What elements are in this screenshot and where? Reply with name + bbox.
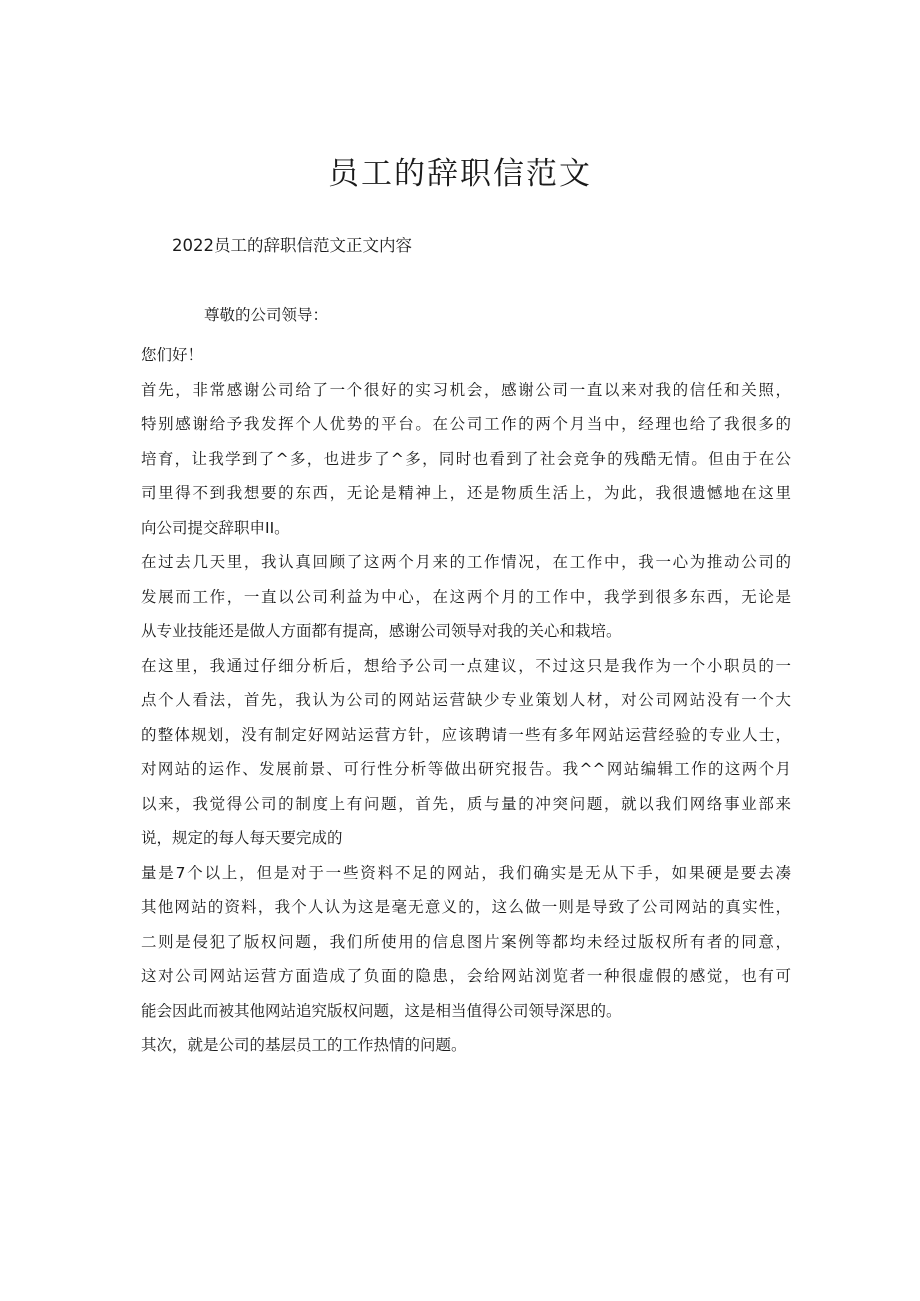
body-line: 发展而工作，一直以公司利益为中心，在这两个月的工作中，我学到很多东西，无论是: [141, 587, 791, 606]
body-line: 司里得不到我想要的东西，无论是精神上，还是物质生活上，为此，我很遗憾地在这里: [141, 484, 791, 502]
body-line: 的整体规划，没有制定好网站运营方针，应该聘请一些有多年网站运营经验的专业人士，: [141, 725, 791, 744]
document-title: 员工的辞职信范文: [328, 156, 592, 192]
body-line: 在过去几天里，我认真回顾了这两个月来的工作情况，在工作中，我一心为推动公司的: [141, 553, 791, 571]
body-line: 向公司提交辞职申II。: [141, 518, 290, 537]
body-line: 点个人看法，首先，我认为公司的网站运营缺少专业策划人材，对公司网站没有一个大: [141, 691, 791, 709]
body-line: 您们好！: [141, 346, 204, 364]
body-line: 能会因此而被其他网站追究版权问题，这是相当值得公司领导深思的。: [141, 1001, 622, 1020]
body-line: 量是7个以上，但是对于一些资料不足的网站，我们确实是无从下手，如果硬是要去凑: [141, 863, 791, 882]
body-line: 二则是侵犯了版权问题，我们所使用的信息图片案例等都均未经过版权所有者的同意，: [141, 932, 791, 951]
body-line: 其他网站的资料，我个人认为这是毫无意义的，这么做一则是导致了公司网站的真实性，: [141, 898, 791, 916]
body-line: 首先，非常感谢公司给了一个很好的实习机会，感谢公司一直以来对我的信任和关照，: [141, 380, 791, 399]
letter-body: [141, 338, 791, 1063]
body-line: 特别感谢给予我发挥个人优势的平台。在公司工作的两个月当中，经理也给了我很多的: [141, 415, 791, 433]
document-subtitle: 2022员工的辞职信范文正文内容: [172, 236, 412, 255]
body-line: 以来，我觉得公司的制度上有问题，首先，质与量的冲突问题，就以我们网络事业部来: [141, 794, 791, 813]
body-line: 说，规定的每人每天要完成的: [141, 829, 343, 847]
body-line: 在这里，我通过仔细分析后，想给予公司一点建议，不过这只是我作为一个小职员的一: [141, 656, 791, 675]
body-line: 对网站的运作、发展前景、可行性分析等做出研究报告。我^^网站编辑工作的这两个月: [141, 760, 791, 778]
body-line: 培育，让我学到了^多，也进步了^多，同时也看到了社会竞争的残酷无情。但由于在公: [141, 449, 791, 468]
body-line: 其次，就是公司的基层员工的工作热情的问题。: [141, 1036, 467, 1054]
body-line: 这对公司网站运营方面造成了负面的隐患，会给网站浏览者一种很虚假的感觉，也有可: [141, 967, 791, 985]
body-line: 从专业技能还是做人方面都有提高，感谢公司领导对我的关心和栽培。: [141, 622, 622, 640]
salutation: 尊敬的公司领导：: [204, 306, 329, 324]
